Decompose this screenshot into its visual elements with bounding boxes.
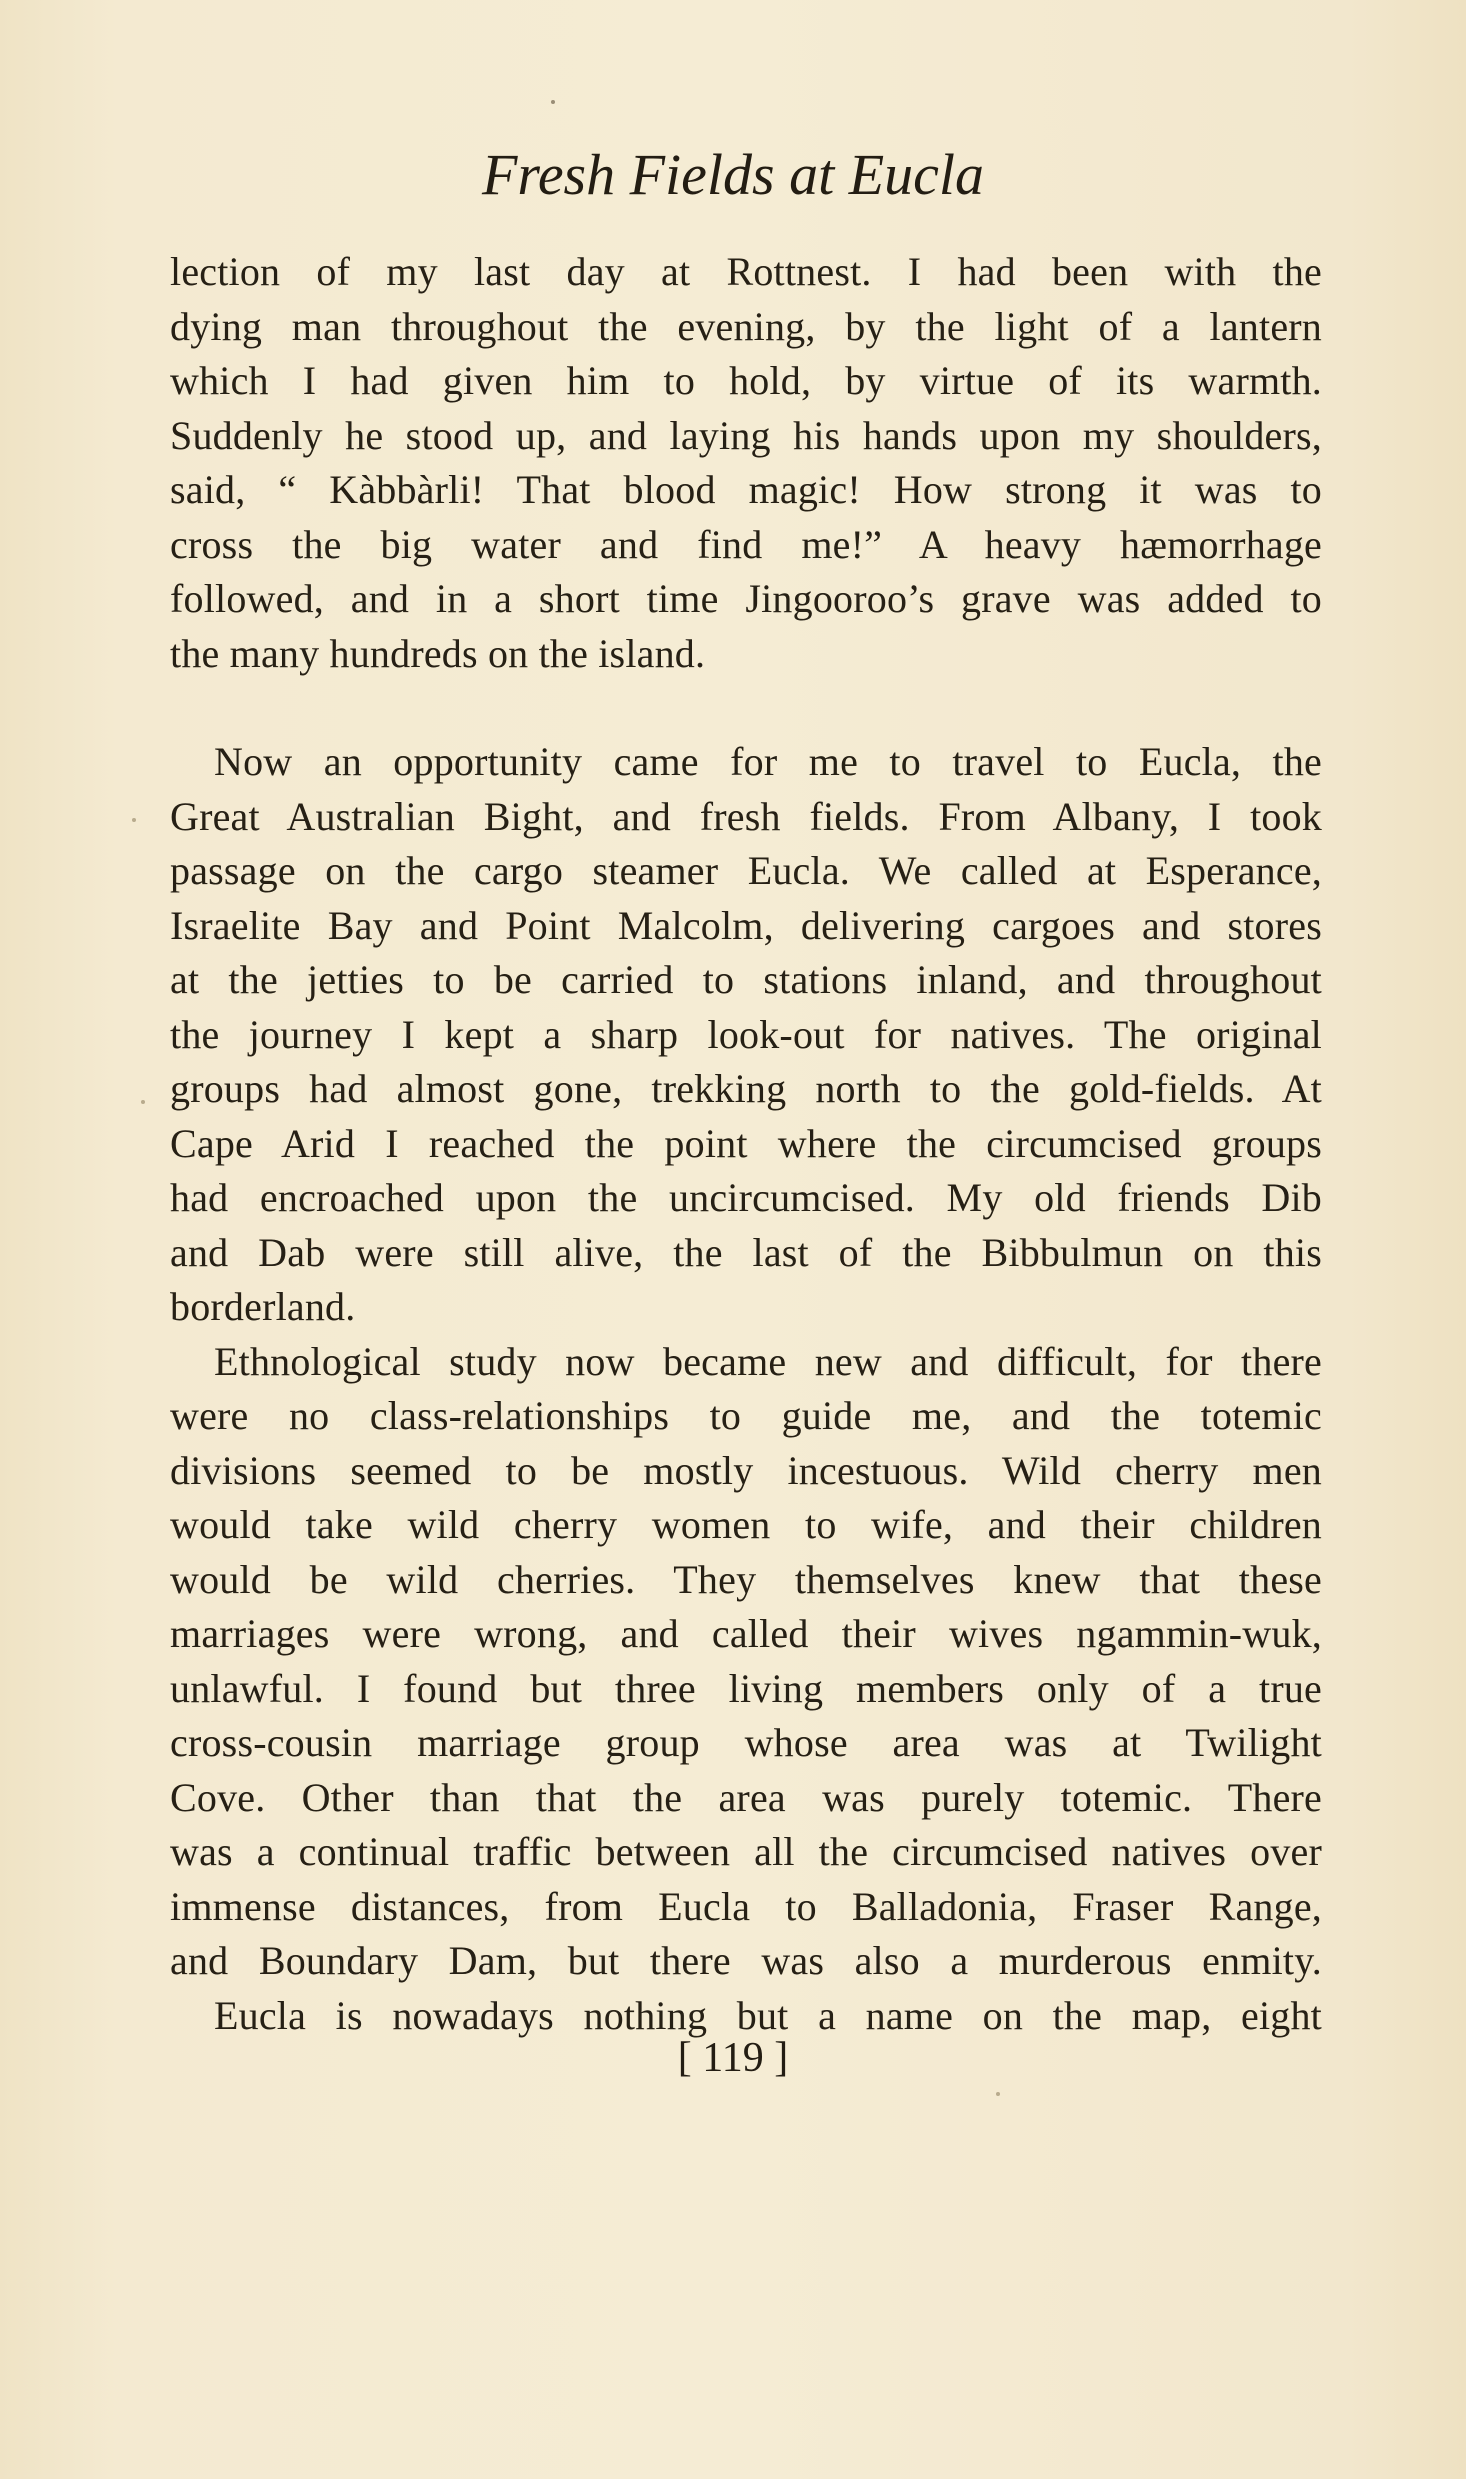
text-line: would take wild cherry women to wife, and their children <box>170 1502 1322 1547</box>
paragraph <box>170 735 1322 1335</box>
text-line: groups had almost gone, trekking north to the gold-fields. At <box>170 1066 1322 1111</box>
text-line: lection of my last day at Rottnest. I had been with the <box>170 249 1322 294</box>
text-line: immense distances, from Eucla to Balladonia, Fraser Range, <box>170 1883 1322 1929</box>
text-line: Suddenly he stood up, and laying his hands upon my shoulders, <box>170 412 1322 458</box>
text-line: Eucla is nowadays nothing but a name on the map, eight <box>214 1992 1322 2038</box>
text-line: and Dab were still alive, the last of the Bibbulmun on this <box>170 1229 1322 1275</box>
text-line: the journey I kept a sharp look-out for natives. The original <box>170 1011 1322 1057</box>
paragraph <box>170 1335 1322 1989</box>
text-line: borderland. <box>170 1284 356 1329</box>
text-line: divisions seemed to be mostly incestuous. Wild cherry men <box>170 1447 1322 1493</box>
text-line: Cove. Other than that the area was purely totemic. There <box>170 1774 1322 1820</box>
text-line: Now an opportunity came for me to travel to Eucla, the <box>214 739 1322 784</box>
text-line: cross the big water and find me!” A heavy hæmorrhage <box>170 521 1322 567</box>
paper-speck <box>996 2092 1000 2096</box>
text-line: said, “ Kàbbàrli! That blood magic! How strong it was to <box>170 467 1322 512</box>
text-line: Ethnological study now became new and difficult, for there <box>214 1338 1322 1384</box>
paper-speck <box>132 818 136 822</box>
text-line: cross-cousin marriage group whose area was at Twilight <box>170 1720 1322 1765</box>
body-text <box>170 245 1322 2043</box>
text-line: which I had given him to hold, by virtue of its warmth. <box>170 358 1322 403</box>
text-line: passage on the cargo steamer Eucla. We called at Esperance, <box>170 848 1322 893</box>
paragraph <box>170 245 1322 681</box>
text-line: marriages were wrong, and called their wives ngammin-wuk, <box>170 1611 1322 1656</box>
text-line: followed, and in a short time Jingooroo’s grave was added to <box>170 576 1322 621</box>
text-line: the many hundreds on the island. <box>170 630 706 676</box>
text-line: Great Australian Bight, and fresh fields. From Albany, I took <box>170 793 1322 839</box>
running-head: Fresh Fields at Eucla <box>481 142 985 207</box>
paper-speck <box>141 1100 145 1104</box>
header-ornament-dot <box>551 100 555 104</box>
text-line: unlawful. I found but three living members only of a true <box>170 1665 1322 1711</box>
text-line: was a continual traffic between all the circumcised natives over <box>170 1829 1322 1874</box>
text-line: at the jetties to be carried to stations inland, and throughout <box>170 957 1322 1002</box>
text-line: Cape Arid I reached the point where the circumcised groups <box>170 1120 1322 1166</box>
page-number: [ 119 ] <box>677 2035 789 2081</box>
text-line: dying man throughout the evening, by the light of a lantern <box>170 303 1322 349</box>
text-line: and Boundary Dam, but there was also a murderous enmity. <box>170 1938 1322 1983</box>
text-line: were no class-relationships to guide me, and the totemic <box>170 1393 1322 1438</box>
text-line: had encroached upon the uncircumcised. My old friends Dib <box>170 1175 1322 1220</box>
section-gap <box>170 681 1322 735</box>
text-line: would be wild cherries. They themselves knew that these <box>170 1556 1322 1602</box>
text-line: Israelite Bay and Point Malcolm, delivering cargoes and stores <box>170 902 1322 948</box>
